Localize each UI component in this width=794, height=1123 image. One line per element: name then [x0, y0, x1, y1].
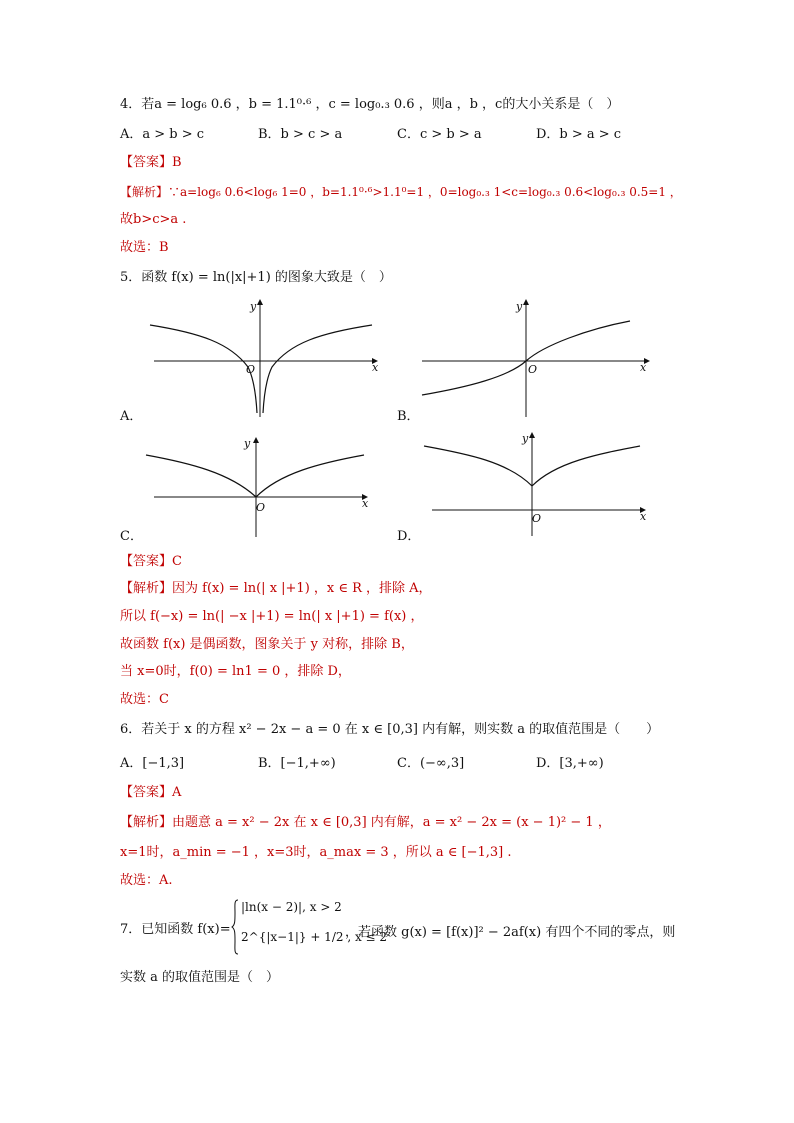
- curve-right: [256, 455, 364, 497]
- q7-stem-line2: 实数 a 的取值范围是（ ）: [120, 970, 280, 985]
- q5-graph-d-label: D．: [397, 529, 421, 544]
- q4-stem: 4．若a = log₆ 0.6 ，b = 1.1⁰·⁶ ，c = log₀.₃ 0.6 ，则a ，b ，c的大小关系是（ ）: [120, 97, 620, 112]
- q7-piecewise-brace: [231, 899, 239, 955]
- q6-analysis-line1: 【解析】由题意 a = x² − 2x 在 x ∈ [0,3] 内有解，a = x² − 2x = (x − 1)² − 1 ，: [120, 815, 611, 830]
- curve-left: [146, 455, 256, 497]
- q5-analysis-line1: 【解析】因为 f(x) = ln(| x |+1) ，x ∈ R ，排除 A，: [120, 581, 432, 596]
- origin-label: O: [256, 501, 266, 514]
- q5-stem: 5．函数 f(x) = ln(|x|+1) 的图象大致是（ ）: [120, 270, 392, 285]
- q6-option-a: A．[−1,3]: [120, 756, 185, 771]
- origin-label: O: [532, 512, 542, 525]
- q6-conclusion: 故选：A.: [120, 873, 173, 888]
- origin-label: O: [246, 363, 256, 376]
- x-label: x: [362, 497, 369, 510]
- q5-graph-b-label: B．: [397, 409, 420, 424]
- q5-answer: 【答案】C: [120, 554, 182, 569]
- q4-option-c: C．c > b > a: [397, 127, 482, 142]
- q4-option-b: B．b > c > a: [258, 127, 343, 142]
- y-label: y: [522, 432, 529, 445]
- q4-answer: 【答案】B: [120, 155, 182, 170]
- q5-analysis-line2: 所以 f(−x) = ln(| −x |+1) = ln(| x |+1) = f(x) ，: [120, 609, 424, 624]
- curve-left: [424, 446, 532, 486]
- q6-option-d: D．[3,+∞): [536, 756, 604, 771]
- q7-stem-suffix: ，若函数 g(x) = [f(x)]² − 2af(x) 有四个不同的零点，则: [345, 925, 676, 940]
- q5-analysis-line4: 当 x=0时，f(0) = ln1 = 0 ，排除 D，: [120, 664, 351, 679]
- curve-right: [532, 446, 640, 486]
- q5-analysis-line3: 故函数 f(x) 是偶函数，图象关于 y 对称，排除 B，: [120, 637, 414, 652]
- q5-graph-b: [418, 295, 658, 420]
- y-label: y: [516, 300, 523, 313]
- q5-graph-c-label: C．: [120, 529, 143, 544]
- q6-option-c: C．(−∞,3]: [397, 756, 465, 771]
- q5-graph-a-label: A．: [120, 409, 143, 424]
- q6-option-b: B．[−1,+∞): [258, 756, 336, 771]
- curve-right: [263, 325, 372, 413]
- q4-option-d: D．b > a > c: [536, 127, 622, 142]
- q4-option-a: A．a > b > c: [120, 127, 205, 142]
- q7-case-2: 2^{|x−1|} + 1/2 , x ≤ 2: [241, 930, 388, 944]
- q5-graph-a: [140, 295, 385, 420]
- q5-graph-d: [418, 428, 658, 538]
- q7-stem-prefix: 7．已知函数 f(x)=: [120, 922, 231, 937]
- q6-analysis-line2: x=1时，a_min = −1 ，x=3时，a_max = 3 ，所以 a ∈ [−1,3] .: [120, 845, 512, 860]
- q5-conclusion: 故选：C: [120, 692, 169, 707]
- y-label: y: [250, 300, 257, 313]
- x-label: x: [640, 510, 647, 523]
- q5-graph-c: [140, 435, 385, 540]
- q6-answer: 【答案】A: [120, 785, 182, 800]
- q7-case-1: |ln(x − 2)|, x > 2: [241, 900, 342, 914]
- origin-label: O: [528, 363, 538, 376]
- x-label: x: [372, 361, 379, 374]
- x-label: x: [640, 361, 647, 374]
- y-label: y: [244, 437, 251, 450]
- q4-conclusion: 故选：B: [120, 240, 169, 255]
- curve-left: [150, 325, 257, 413]
- q4-analysis-line1: 【解析】∵a=log₆ 0.6<log₆ 1=0 ，b=1.1⁰·⁶>1.1⁰=1 ，0=log₀.₃ 1<c=log₀.₃ 0.6<log₀.₃ 0.5=1 ，: [120, 185, 682, 199]
- q6-stem: 6．若关于 x 的方程 x² − 2x − a = 0 在 x ∈ [0,3] 内有解，则实数 a 的取值范围是（ ）: [120, 722, 660, 737]
- q4-analysis-line2: 故b>c>a .: [120, 212, 187, 227]
